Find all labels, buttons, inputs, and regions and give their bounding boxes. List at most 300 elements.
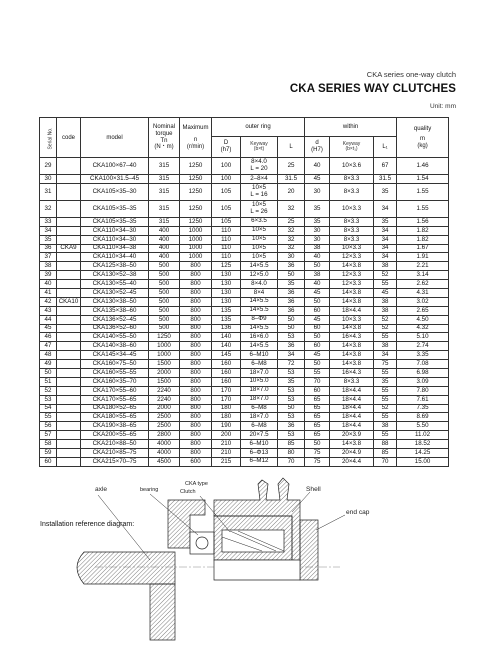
L-cell: 34	[278, 351, 305, 360]
L-header: L	[278, 137, 305, 158]
mass-cell: 18.52	[397, 440, 449, 449]
serial-no-cell: 59	[40, 449, 57, 458]
L1-cell: 34	[374, 235, 397, 244]
D-cell: 160	[212, 377, 241, 386]
torque-cell: 4000	[149, 449, 180, 458]
model-cell: CKA135×38–60	[81, 306, 149, 315]
serial-no-cell: 54	[40, 404, 57, 413]
L1-cell: 34	[374, 200, 397, 217]
clutch-label: Clutch	[180, 489, 196, 495]
code-cell: CKA9	[57, 244, 81, 253]
L-cell: 31.5	[278, 175, 305, 184]
d-cell: 45	[305, 351, 330, 360]
outer-keyway-cell: 10×5.0	[241, 377, 278, 386]
d-cell: 45	[305, 315, 330, 324]
L1-cell: 55	[374, 395, 397, 404]
D-cell: 200	[212, 431, 241, 440]
D-cell: 136	[212, 324, 241, 333]
speed-cell: 800	[180, 306, 212, 315]
L-cell: 53	[278, 369, 305, 378]
L1-cell: 38	[374, 342, 397, 351]
d-cell: 60	[305, 342, 330, 351]
outer-ring-header: outer ring	[212, 118, 305, 137]
d-cell: 60	[305, 386, 330, 395]
mass-cell: 7.08	[397, 360, 449, 369]
D-cell: 190	[212, 422, 241, 431]
model-cell: CKA130×52–38	[81, 271, 149, 280]
D-cell: 130	[212, 271, 241, 280]
speed-cell: 800	[180, 315, 212, 324]
mass-cell: 5.10	[397, 333, 449, 342]
speed-cell: 800	[180, 422, 212, 431]
inner-keyway-cell: 18×4.4	[330, 404, 374, 413]
L1-cell: 67	[374, 158, 397, 175]
inner-keyway-cell: 8×3.3	[330, 226, 374, 235]
mass-cell: 4.50	[397, 315, 449, 324]
model-cell: CKA210×88–50	[81, 440, 149, 449]
d-cell: 40	[305, 280, 330, 289]
torque-header: Nominal torque Tn (N・m)	[149, 118, 180, 158]
d-cell: 75	[305, 449, 330, 458]
L1-cell: 85	[374, 449, 397, 458]
torque-cell: 2240	[149, 386, 180, 395]
torque-cell: 315	[149, 217, 180, 226]
outer-keyway-cell: 10×5	[241, 235, 278, 244]
outer-keyway-cell: 8×4	[241, 289, 278, 298]
mass-cell: 3.02	[397, 297, 449, 306]
model-cell: CKA136×52–60	[81, 324, 149, 333]
d-cell: 75	[305, 457, 330, 466]
speed-cell: 800	[180, 333, 212, 342]
D-cell: 180	[212, 404, 241, 413]
d-cell: 35	[305, 200, 330, 217]
speed-cell: 800	[180, 262, 212, 271]
model-cell: CKA110×34–40	[81, 253, 149, 262]
D-cell: 210	[212, 440, 241, 449]
serial-no-cell: 46	[40, 333, 57, 342]
L-cell: 50	[278, 404, 305, 413]
torque-cell: 2800	[149, 431, 180, 440]
model-cell: CKA110×34–30	[81, 226, 149, 235]
axle-lower	[150, 584, 175, 640]
outer-keyway-cell: 10×5	[241, 226, 278, 235]
L1-cell: 31.5	[374, 175, 397, 184]
outer-keyway-cell: 18×7.0	[241, 386, 278, 395]
page-title: CKA SERIES WAY CLUTCHES	[289, 83, 456, 95]
d-cell: 45	[305, 289, 330, 298]
d-cell: 45	[305, 175, 330, 184]
inner-keyway-cell: 20×3.9	[330, 431, 374, 440]
serial-no-cell: 45	[40, 324, 57, 333]
L1-cell: 55	[374, 431, 397, 440]
end-cap-label: end cap	[346, 509, 370, 516]
quality-header: quality m (kg)	[397, 118, 449, 158]
inner-keyway-cell: 18×4.4	[330, 306, 374, 315]
mass-cell: 2.74	[397, 342, 449, 351]
speed-cell: 800	[180, 413, 212, 422]
d-cell: 65	[305, 422, 330, 431]
inner-keyway-cell: 14×3.8	[330, 342, 374, 351]
torque-cell: 1250	[149, 333, 180, 342]
outer-keyway-cell: 2–8×4	[241, 175, 278, 184]
serial-no-cell: 57	[40, 431, 57, 440]
serial-no-cell: 40	[40, 280, 57, 289]
L1-cell: 38	[374, 422, 397, 431]
torque-cell: 315	[149, 183, 180, 200]
speed-header: Maximum n (r/min)	[180, 118, 212, 158]
L-cell: 32	[278, 235, 305, 244]
L1-cell: 88	[374, 440, 397, 449]
mass-cell: 3.09	[397, 377, 449, 386]
torque-cell: 500	[149, 315, 180, 324]
L-cell: 50	[278, 271, 305, 280]
D-cell: 135	[212, 306, 241, 315]
model-cell: CKA200×55–65	[81, 431, 149, 440]
torque-cell: 400	[149, 253, 180, 262]
L1-cell: 34	[374, 351, 397, 360]
inner-keyway-cell: 14×3.8	[330, 440, 374, 449]
L-cell: 50	[278, 315, 305, 324]
outer-keyway-cell: 10×5 L = 26	[241, 200, 278, 217]
cka-type-label: CKA type	[185, 481, 208, 487]
serial-no-cell: 34	[40, 226, 57, 235]
bearing-label: bearing	[140, 487, 159, 493]
model-cell: CKA105×35–35	[81, 200, 149, 217]
D-cell: 105	[212, 183, 241, 200]
d-cell: 50	[305, 440, 330, 449]
speed-cell: 1250	[180, 183, 212, 200]
d-cell: 65	[305, 404, 330, 413]
mass-cell: 1.46	[397, 158, 449, 175]
torque-cell: 1000	[149, 342, 180, 351]
d-cell: 50	[305, 333, 330, 342]
axle-label: axle	[95, 486, 108, 493]
inner-keyway-cell: 8×3.3	[330, 235, 374, 244]
mass-cell: 1.55	[397, 200, 449, 217]
torque-cell: 4000	[149, 440, 180, 449]
speed-cell: 800	[180, 342, 212, 351]
outer-keyway-cell: 14×5.5	[241, 297, 278, 306]
inner-keyway-cell: 10×3.3	[330, 315, 374, 324]
speed-cell: 800	[180, 386, 212, 395]
torque-cell: 315	[149, 158, 180, 175]
d-cell: 40	[305, 158, 330, 175]
L1-cell: 38	[374, 297, 397, 306]
L1-cell: 55	[374, 386, 397, 395]
outer-keyway-header: Keyway (b×t)	[241, 137, 278, 158]
serial-no-cell: 56	[40, 422, 57, 431]
speed-cell: 800	[180, 395, 212, 404]
serial-no-cell: 48	[40, 351, 57, 360]
L1-cell: 52	[374, 404, 397, 413]
model-header: model	[81, 118, 149, 158]
L-cell: 25	[278, 158, 305, 175]
torque-cell: 315	[149, 175, 180, 184]
inner-keyway-cell: 14×3.8	[330, 324, 374, 333]
speed-cell: 800	[180, 297, 212, 306]
inner-keyway-header: Keyway (b×t₁)	[330, 137, 374, 158]
outer-keyway-cell: 14×5.5	[241, 342, 278, 351]
mass-cell: 1.82	[397, 226, 449, 235]
torque-cell: 1500	[149, 377, 180, 386]
speed-cell: 1000	[180, 253, 212, 262]
d-cell: 40	[305, 253, 330, 262]
torque-cell: 500	[149, 271, 180, 280]
torque-cell: 315	[149, 200, 180, 217]
model-cell: CKA130×55–40	[81, 280, 149, 289]
L1-header: L₁	[374, 137, 397, 158]
mass-cell: 2.65	[397, 306, 449, 315]
torque-cell: 400	[149, 226, 180, 235]
torque-cell: 1500	[149, 360, 180, 369]
outer-keyway-cell: 8–Φ9	[241, 315, 278, 324]
serial-no-cell: 43	[40, 306, 57, 315]
mass-cell: 1.56	[397, 217, 449, 226]
model-cell: CKA160×35–70	[81, 377, 149, 386]
speed-cell: 1000	[180, 226, 212, 235]
speed-cell: 1000	[180, 235, 212, 244]
D-cell: 215	[212, 457, 241, 466]
D-cell: 110	[212, 253, 241, 262]
d-cell: 55	[305, 369, 330, 378]
L1-cell: 55	[374, 280, 397, 289]
L1-cell: 38	[374, 306, 397, 315]
speed-cell: 800	[180, 360, 212, 369]
serial-no-cell: 38	[40, 262, 57, 271]
speed-cell: 800	[180, 431, 212, 440]
model-cell: CKA140×38–60	[81, 342, 149, 351]
axle-shape	[77, 552, 175, 584]
model-cell: CKA130×52–45	[81, 289, 149, 298]
outer-keyway-cell: 10×5 L = 16	[241, 183, 278, 200]
d-cell: 38	[305, 271, 330, 280]
bearing-ball	[196, 537, 208, 549]
d-cell: 30	[305, 183, 330, 200]
D-cell: 100	[212, 158, 241, 175]
L-cell: 70	[278, 457, 305, 466]
L-cell: 53	[278, 333, 305, 342]
D-cell: 130	[212, 289, 241, 298]
D-cell: 180	[212, 413, 241, 422]
L-cell: 36	[278, 422, 305, 431]
inner-keyway-cell: 10×3.3	[330, 200, 374, 217]
outer-keyway-cell: 20×7.5	[241, 431, 278, 440]
speed-cell: 1250	[180, 217, 212, 226]
figure-title: Installation reference diagram:	[40, 521, 135, 528]
mass-cell: 1.91	[397, 253, 449, 262]
speed-cell: 800	[180, 440, 212, 449]
D-cell: 160	[212, 360, 241, 369]
torque-cell: 500	[149, 324, 180, 333]
serial-no-cell: 42	[40, 297, 57, 306]
D-cell: 130	[212, 280, 241, 289]
mass-cell: 8.69	[397, 413, 449, 422]
L1-cell: 52	[374, 324, 397, 333]
serial-no-cell: 49	[40, 360, 57, 369]
torque-cell: 500	[149, 297, 180, 306]
L-cell: 53	[278, 395, 305, 404]
D-cell: 110	[212, 226, 241, 235]
L-cell: 53	[278, 431, 305, 440]
L1-cell: 34	[374, 253, 397, 262]
d-cell: 60	[305, 324, 330, 333]
inner-keyway-cell: 14×3.8	[330, 360, 374, 369]
inner-keyway-cell: 18×4.4	[330, 413, 374, 422]
model-cell: CKA105×35–30	[81, 183, 149, 200]
torque-cell: 2000	[149, 404, 180, 413]
torque-cell: 400	[149, 235, 180, 244]
inner-keyway-cell: 10×3.3	[330, 244, 374, 253]
L1-cell: 35	[374, 377, 397, 386]
L1-cell: 55	[374, 333, 397, 342]
L1-cell: 38	[374, 262, 397, 271]
speed-cell: 800	[180, 449, 212, 458]
model-cell: CKA210×85–75	[81, 449, 149, 458]
inner-keyway-cell: 18×4.4	[330, 395, 374, 404]
speed-cell: 800	[180, 324, 212, 333]
model-cell: CKA170×55–65	[81, 395, 149, 404]
L-cell: 53	[278, 413, 305, 422]
serial-no-cell: 47	[40, 342, 57, 351]
torque-cell: 500	[149, 306, 180, 315]
inner-keyway-cell: 12×3.3	[330, 253, 374, 262]
d-cell: 65	[305, 413, 330, 422]
model-cell: CKA190×38–65	[81, 422, 149, 431]
d-cell: 30	[305, 226, 330, 235]
L-cell: 20	[278, 183, 305, 200]
inner-keyway-cell: 18×4.4	[330, 386, 374, 395]
outer-keyway-cell: 8×4.0	[241, 280, 278, 289]
D-header: D (h7)	[212, 137, 241, 158]
model-cell: CKA130×38–50	[81, 297, 149, 306]
inner-keyway-cell: 14×3.8	[330, 351, 374, 360]
end-cap-shape	[300, 520, 318, 580]
mass-cell: 3.14	[397, 271, 449, 280]
inner-keyway-cell: 16×4.3	[330, 369, 374, 378]
mass-cell: 2.21	[397, 262, 449, 271]
mass-cell: 1.55	[397, 183, 449, 200]
L-cell: 53	[278, 386, 305, 395]
L-cell: 72	[278, 360, 305, 369]
L1-cell: 35	[374, 217, 397, 226]
serial-no-cell: 50	[40, 369, 57, 378]
d-cell: 60	[305, 306, 330, 315]
serial-no-cell: 41	[40, 289, 57, 298]
torque-cell: 1000	[149, 351, 180, 360]
inner-keyway-cell: 20×4.9	[330, 449, 374, 458]
speed-cell: 800	[180, 280, 212, 289]
outer-keyway-cell: 18×7.0	[241, 413, 278, 422]
L-cell: 36	[278, 289, 305, 298]
within-header: within	[305, 118, 397, 137]
model-cell: CKA140×55–50	[81, 333, 149, 342]
D-cell: 210	[212, 449, 241, 458]
series-label: CKA series one-way clutch	[366, 70, 456, 79]
mass-cell: 7.35	[397, 404, 449, 413]
d-header: d (H7)	[305, 137, 330, 158]
inner-keyway-cell: 18×4.4	[330, 422, 374, 431]
outer-keyway-cell: 6–M8	[241, 422, 278, 431]
D-cell: 130	[212, 297, 241, 306]
serial-no-cell: 39	[40, 271, 57, 280]
d-cell: 65	[305, 431, 330, 440]
L1-cell: 45	[374, 289, 397, 298]
outer-keyway-cell: 14×5.5	[241, 262, 278, 271]
D-cell: 145	[212, 351, 241, 360]
L1-cell: 55	[374, 369, 397, 378]
model-cell: CKA180×52–65	[81, 404, 149, 413]
outer-keyway-cell: 10×5	[241, 253, 278, 262]
code-cell: CKA10	[57, 297, 81, 306]
speed-cell: 800	[180, 271, 212, 280]
mass-cell: 5.50	[397, 422, 449, 431]
speed-cell: 800	[180, 377, 212, 386]
speed-cell: 1000	[180, 244, 212, 253]
torque-cell: 400	[149, 244, 180, 253]
mass-cell: 2.62	[397, 280, 449, 289]
outer-keyway-cell: 8×4.0 L = 20	[241, 158, 278, 175]
L-cell: 85	[278, 440, 305, 449]
outer-keyway-cell: 6–M8	[241, 360, 278, 369]
inner-keyway-cell: 8×3.3	[330, 183, 374, 200]
D-cell: 140	[212, 333, 241, 342]
model-cell: CKA100×31.5–45	[81, 175, 149, 184]
model-cell: CKA160×75–50	[81, 360, 149, 369]
inner-keyway-cell: 14×3.8	[330, 289, 374, 298]
d-cell: 38	[305, 244, 330, 253]
L-cell: 36	[278, 306, 305, 315]
torque-cell: 2500	[149, 413, 180, 422]
d-cell: 35	[305, 217, 330, 226]
mass-cell: 7.61	[397, 395, 449, 404]
L-cell: 35	[278, 377, 305, 386]
serial-no-cell: 44	[40, 315, 57, 324]
d-cell: 50	[305, 297, 330, 306]
mass-cell: 6.98	[397, 369, 449, 378]
inner-keyway-cell: 14×3.8	[330, 262, 374, 271]
outer-keyway-cell: 14×5.5	[241, 324, 278, 333]
L-cell: 80	[278, 449, 305, 458]
serial-no-cell: 35	[40, 235, 57, 244]
speed-cell: 1250	[180, 175, 212, 184]
model-cell: CKA145×34–45	[81, 351, 149, 360]
model-cell: CKA100×67–40	[81, 158, 149, 175]
serial-no-header: Serial No.	[40, 118, 57, 158]
model-cell: CKA180×55–65	[81, 413, 149, 422]
model-cell: CKA125×38–50	[81, 262, 149, 271]
serial-no-cell: 60	[40, 457, 57, 466]
outer-keyway-cell: 10×5	[241, 244, 278, 253]
inner-keyway-cell: 10×3.6	[330, 158, 374, 175]
outer-keyway-cell: 18×7.0	[241, 395, 278, 404]
torque-cell: 2000	[149, 369, 180, 378]
serial-no-cell: 36	[40, 244, 57, 253]
speed-cell: 600	[180, 457, 212, 466]
mass-cell: 1.67	[397, 244, 449, 253]
L-cell: 36	[278, 342, 305, 351]
D-cell: 170	[212, 386, 241, 395]
D-cell: 100	[212, 175, 241, 184]
torque-cell: 2240	[149, 395, 180, 404]
inner-keyway-cell: 14×3.8	[330, 297, 374, 306]
serial-no-cell: 31	[40, 183, 57, 200]
serial-no-cell: 52	[40, 386, 57, 395]
mass-cell: 14.25	[397, 449, 449, 458]
model-cell: CKA160×55–55	[81, 369, 149, 378]
outer-keyway-cell: 6–M8	[241, 404, 278, 413]
L-cell: 32	[278, 226, 305, 235]
D-cell: 140	[212, 342, 241, 351]
